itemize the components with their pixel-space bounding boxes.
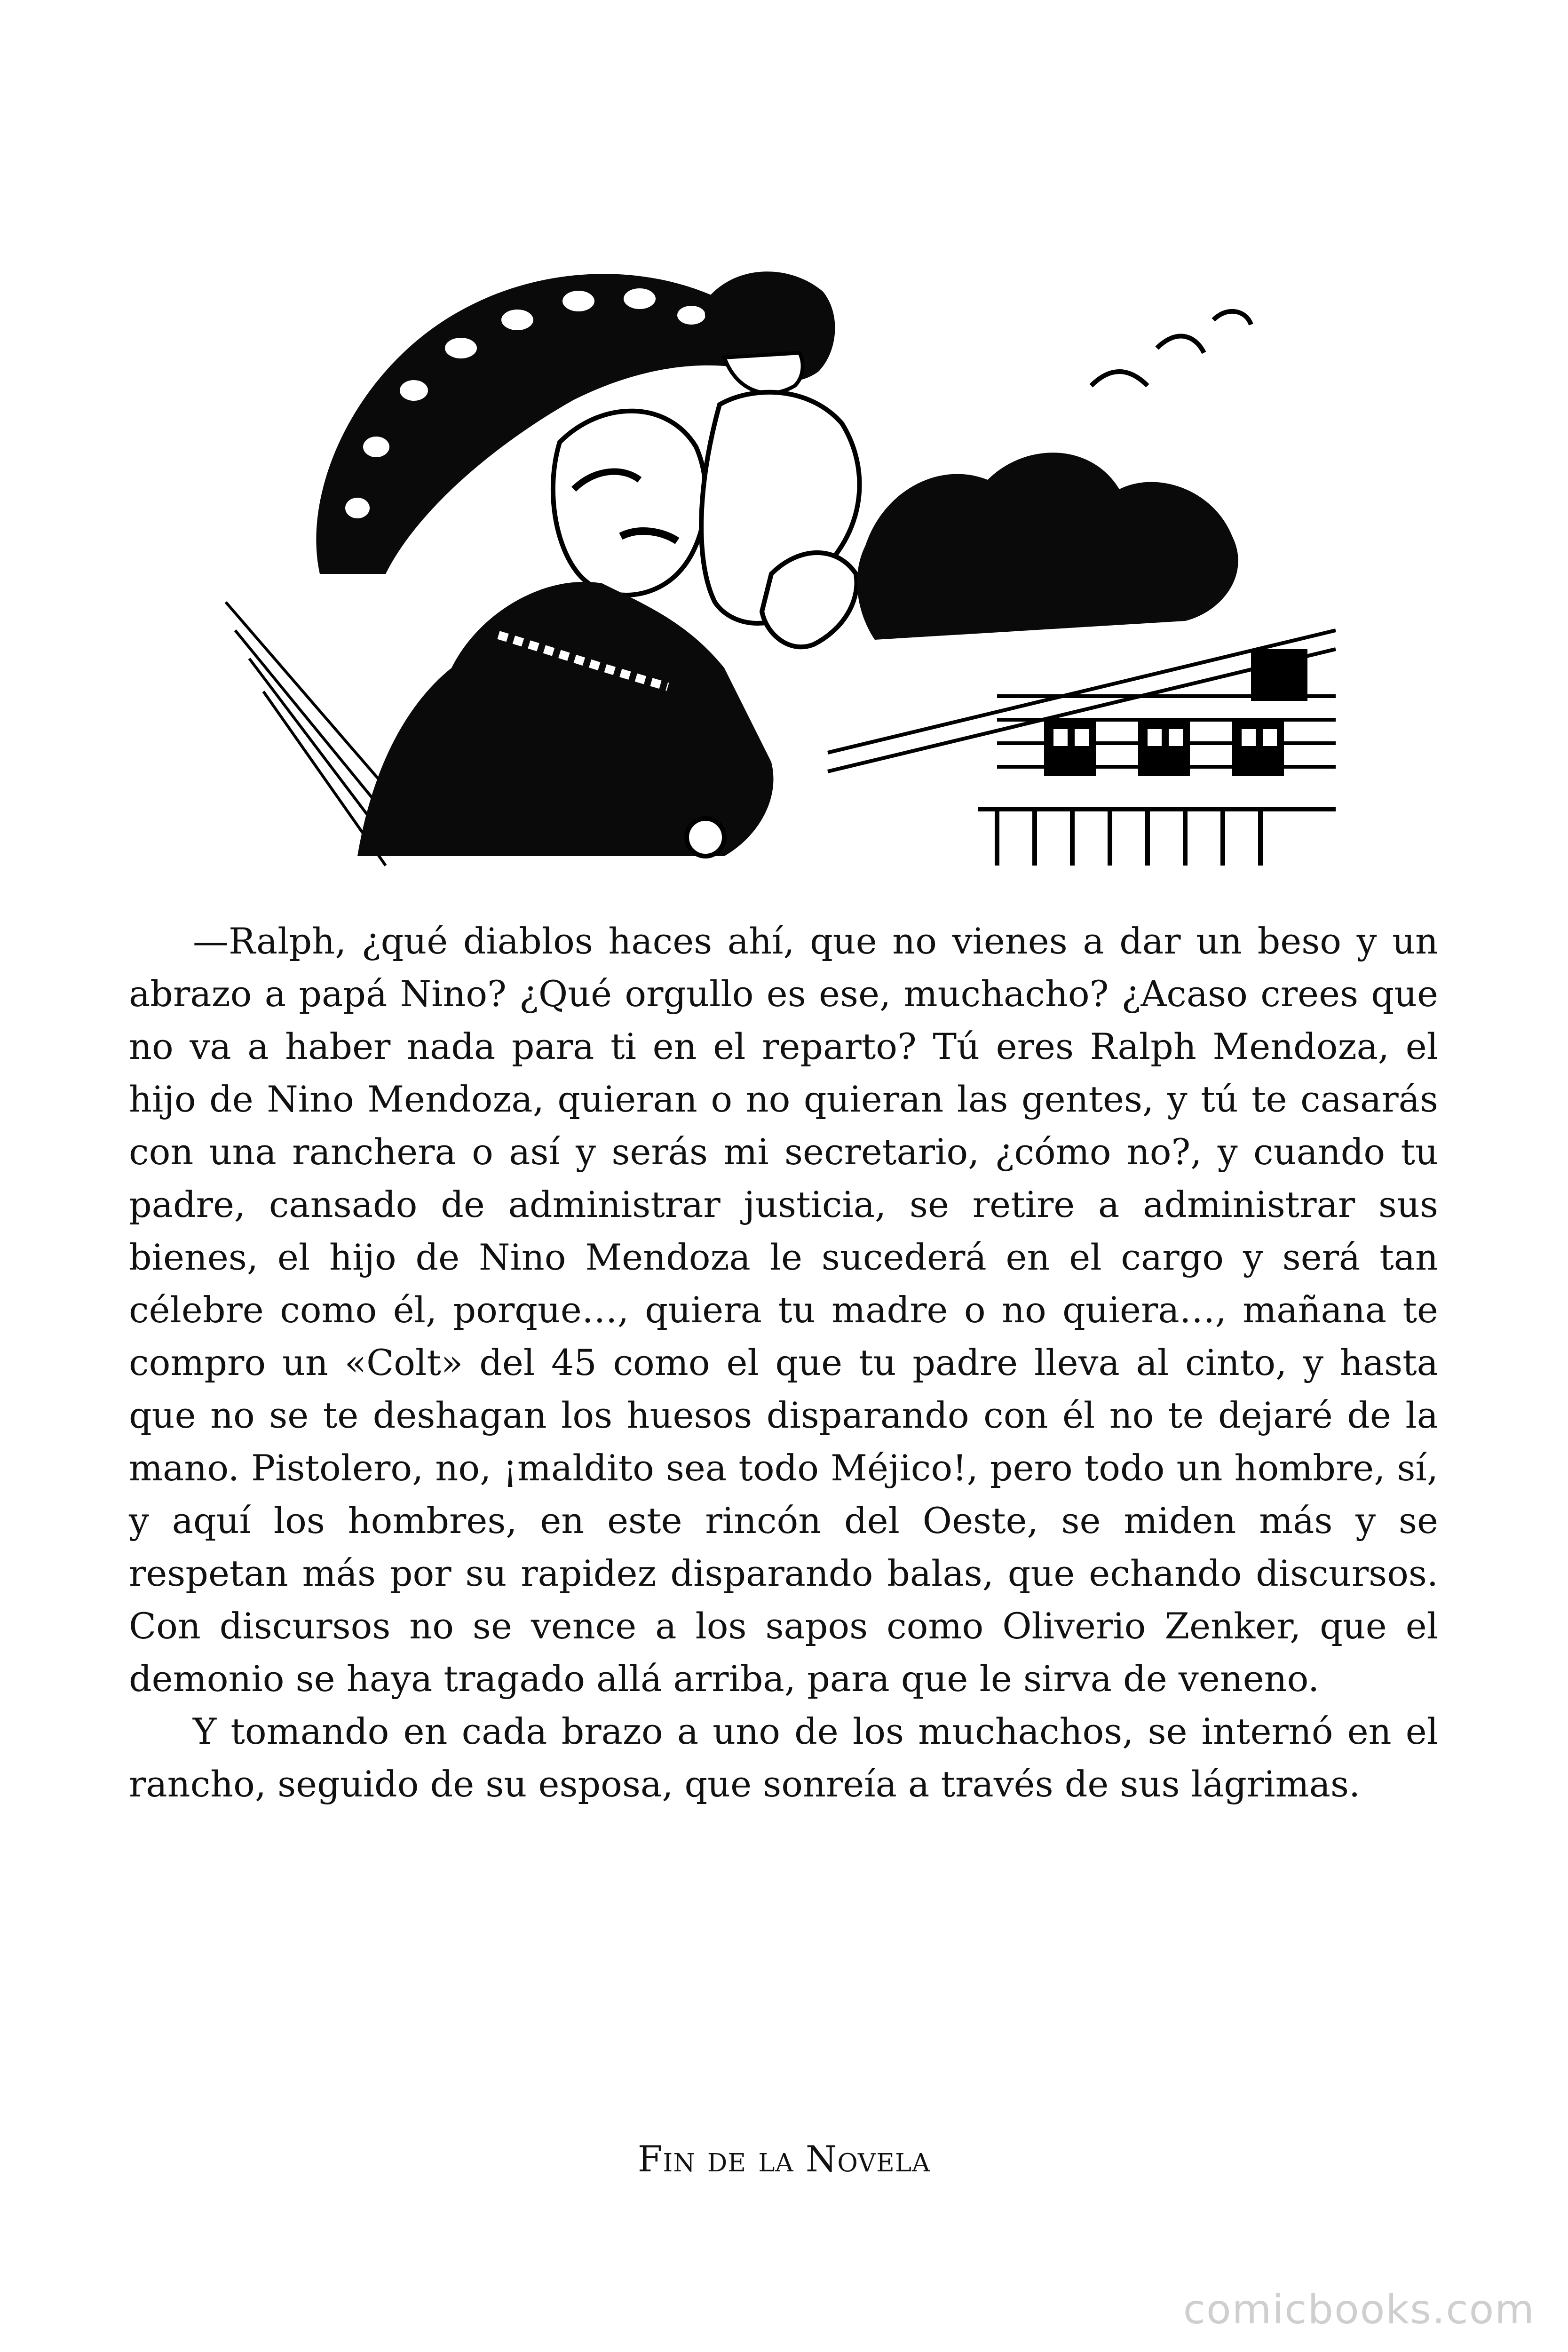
- end-title: Fin de la Novela: [637, 2138, 931, 2180]
- paragraph-1: —Ralph, ¿qué diablos haces ahí, que no vienes a dar un beso y un abrazo a papá Nino? ¿Qué orgullo es ese, muchacho? ¿Acaso crees que no va a haber nada para ti en el reparto? Tú eres Ralph Mendoza, el hijo de Nino Mendoza, quieran o no quieran las gentes, y tú te casarás con una ranchera o así y serás mi secretario, ¿cómo no?, y cuando tu padre, cansado de administrar justicia, se retire a administrar sus bienes, el hijo de Nino Mendoza le sucederá en el cargo y será tan célebre como él, porque…, quiera tu madre o no quiera…, mañana te compro un «Colt» del 45 como el que tu padre lleva al cinto, y hasta que no se te deshagan los huesos disparando con él no te dejaré de la mano. Pistolero, no, ¡maldito sea todo Méjico!, pero todo un hombre, sí, y aquí los hombres, en este rincón del Oeste, se miden más y se respetan más por su rapidez disparando balas, que echando discursos. Con discursos no se vence a los sapos como Oliverio Zenker, que el demonio se haya tragado allá arriba, para que le sirva de veneno.: [129, 920, 1438, 1700]
- illustration-icon: [216, 245, 1345, 870]
- illustration-mexican-man-holding-child: [216, 245, 1345, 870]
- body-text: [129, 915, 1438, 1811]
- watermark: comicbooks.com: [1183, 2286, 1535, 2333]
- paragraph-2: Y tomando en cada brazo a uno de los muchachos, se internó en el rancho, seguido de su esposa, que sonreía a través de sus lágrimas.: [129, 1710, 1438, 1805]
